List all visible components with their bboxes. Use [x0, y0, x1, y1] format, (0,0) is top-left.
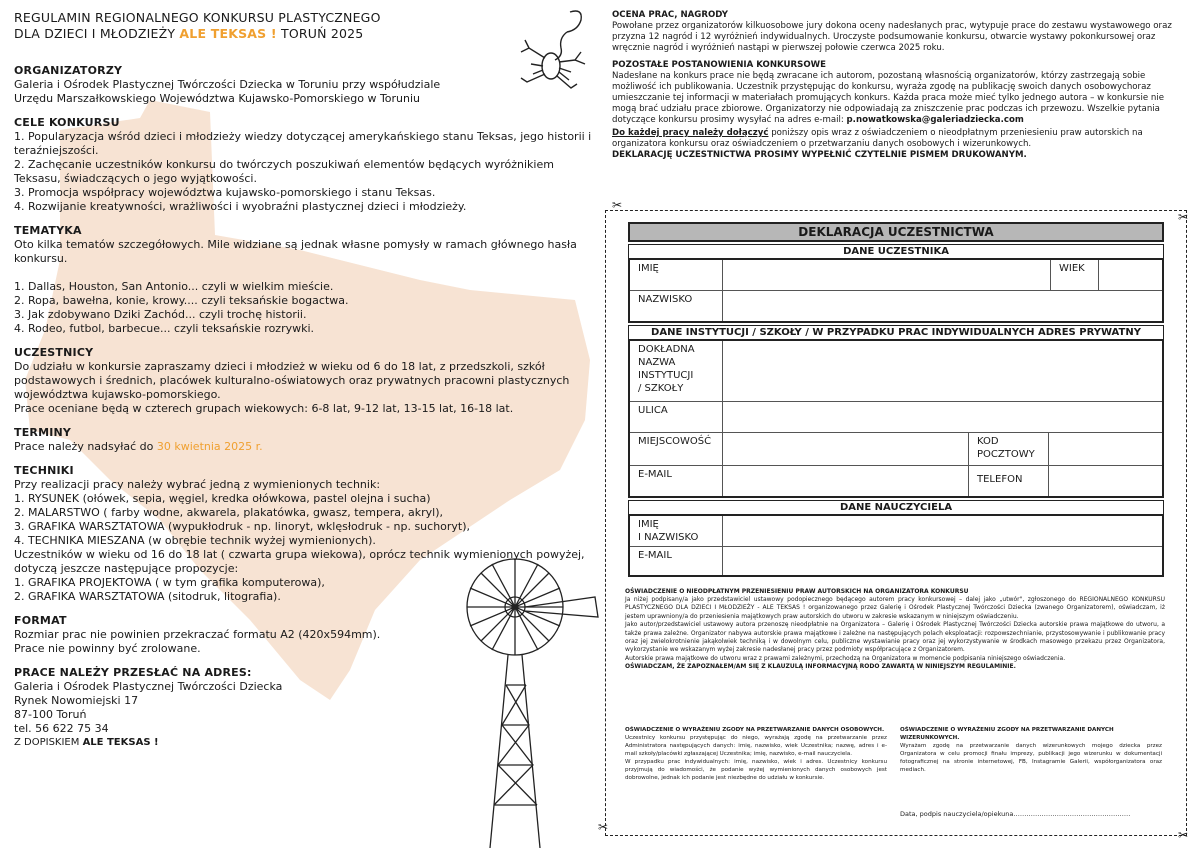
form-title: DEKLARACJA UCZESTNICTWA [628, 222, 1164, 242]
name-field[interactable] [722, 260, 1050, 290]
page-title: REGULAMIN REGIONALNEGO KONKURSU PLASTYCZNEGO DLA DZIECI I MŁODZIEŻY ALE TEKSAS ! TORUŃ 2025 [14, 10, 381, 41]
signature-line: Data, podpis nauczyciela/opiekuna……………………………………………… [900, 810, 1131, 818]
contest-name: ALE TEKSAS ! [179, 26, 277, 41]
participation-form: DEKLARACJA UCZESTNICTWA DANE UCZESTNIKA IMIĘ WIEK NAZWISKO DANE INSTYTUCJI / SZKOŁY / W PRZYPADKU PRAC INDYWIDUALNYCH ADRES PRYWATNY DOKŁADNA NAZWA INSTYTUCJI / SZKOŁY ULICA MIEJSCOWOŚĆ KOD POCZTOWY E-MAIL TELEFON DANE NAUCZYCIELA IMIĘ I NAZWISKO E-MAIL [628, 222, 1164, 577]
street-field[interactable] [722, 402, 1162, 432]
list-item: 2. Ropa, bawełna, konie, krowy.... czyli teksańskie bogactwa. [14, 294, 349, 307]
address-section: PRACE NALEŻY PRZESŁAĆ NA ADRES: Galeria i Ośrodek Plastycznej Twórczości Dziecka Rynek Nowomiejski 17 87-100 Toruń tel. 56 622 75 34 Z DOPISKIEM ALE TEKSAS ! [14, 666, 283, 748]
themes-section: TEMATYKA Oto kilka tematów szczegółowych. Mile widziane są jednak własne pomysły w ramach głównego hasła konkursu. 1. Dallas, Houston, San Antonio... czyli w wielkim mieście. 2. Ropa, bawełna, konie, krowy.... czyli teksańskie bogactwa. 3. Jak zdobywano Dziki Zachód... czyli trochę historii. 4. Rodeo, futbol, barbecue... czyli teksańskie rozrywki. [14, 224, 594, 336]
deadline-date: 30 kwietnia 2025 r. [156, 440, 263, 453]
list-item: 1. Popularyzacja wśród dzieci i młodzieży wiedzy dotyczącej amerykańskiego stanu Teksas, jego historii i teraźniejszości. [14, 130, 592, 157]
scissors-icon: ✂ [598, 820, 609, 834]
age-field[interactable] [1098, 260, 1162, 290]
rules-left-column [14, 10, 594, 750]
list-item: 4. Rozwijanie kreatywności, wrażliwości i wyobraźni plastycznej dzieci i młodzieży. [14, 200, 467, 213]
teacher-name-field[interactable] [722, 516, 1162, 546]
participants-section: UCZESTNICY Do udziału w konkursie zapraszamy dzieci i młodzież w wieku od 6 do 18 lat, z przedszkoli, szkół podstawowych i średnich, placówek kulturalno-oświatowych oraz prywatnych pracowni plastycznych województwa kujawsko-pomorskiego. Prace oceniane będą w czterech grupach wiekowych: 6-8 lat, 9-12 lat, 13-15 lat, 16-18 lat. [14, 346, 570, 415]
scissors-icon: ✂ [1178, 828, 1189, 842]
postcode-field[interactable] [1048, 433, 1162, 465]
teacher-email-field[interactable] [722, 547, 1162, 575]
list-item: 2. Zachęcanie uczestników konkursu do twórczych poszukiwań elementów będących wyróżnikiem Teksasu, świadczących o jego wyjątkowości. [14, 158, 554, 185]
list-item: 1. Dallas, Houston, San Antonio... czyli w wielkim mieście. [14, 280, 334, 293]
scissors-icon: ✂ [1178, 210, 1189, 224]
list-item: 3. GRAFIKA WARSZTATOWA (wypukłodruk - np. linoryt, wklęsłodruk - np. suchoryt), [14, 520, 471, 533]
copyright-statement: OŚWIADCZENIE O NIEODPŁATNYM PRZENIESIENIU PRAW AUTORSKICH NA ORGANIZATORA KONKURSU Ja niżej podpisany/a jako przedstawiciel ustawowy podopiecznego będącego autorem pracy konkursowej – dalej jako „utwór", zgłoszonego do REGIONALNEGO KONKURSU PLASTYCZNEGO DLA DZIECI I MŁODZIEŻY - ALE TEKSAS ! organizowanego przez Galerię i Ośrodek Plastycznej Twórczości Dziecka (zwanego Organizatorem), oświadczam, iż jestem uprawniony/a do przeniesienia majątkowych praw autorskich do utworu w zakresie wskazanym w niniejszym oświadczeniu. Jako autor/przedstawiciel ustawowy autora przenoszę nieodpłatnie na Organizatora – Galerię i Ośrodek Plastycznej Twórczości Dziecka autorskie prawa majątkowe do utworu, a także prawa zależne. Organizator nabywa autorskie prawa majątkowe i zależne na następujących polach eksploatacji: rozpowszechnianie, przystosowywanie i publikowanie pracy oraz jej zwielokrotnienie jakąkolwiek techniką i w dowolnym celu, publiczne wystawianie pracy oraz jej wykorzystywanie w środkach masowego przekazu przez Organizatora, wykorzystanie we wskazanym wyżej zakresie nadesłanej pracy przez podmioty współpracujące z Organizatorem. Autorskie prawa majątkowe do utworu wraz z prawami zależnymi, przechodzą na Organizatora w momencie podpisania niniejszego oświadczenia. OŚWIADCZAM, ŻE ZAPOZNAŁEM/AM SIĘ Z KLAUZULĄ INFORMACYJNĄ RODO ZAWARTĄ W NINIEJSZYM REGULAMINIE. [625, 588, 1165, 671]
list-item: 1. RYSUNEK (ołówek, sepia, węgiel, kredka ołówkowa, pastel olejna i sucha) [14, 492, 431, 505]
rules-right-column [612, 10, 1190, 161]
surname-field[interactable] [722, 291, 1162, 321]
list-item: 3. Jak zdobywano Dziki Zachód... czyli trochę historii. [14, 308, 307, 321]
image-consent-statement: OŚWIADCZENIE O WYRAŻENIU ZGODY NA PRZETWARZANIE DANYCH WIZERUNKOWYCH. Wyrażam zgodę na przetwarzanie danych wizerunkowych mojego dziecka przez Organizatora w celu promocji finału imprezy, publikacji jego wizerunku w dokumentacji fotograficznej na stronie internetowej, FB, Instagramie Galerii, współorganizatora oraz mediach. [900, 727, 1162, 773]
contact-email[interactable]: p.nowatkowska@galeriadziecka.com [846, 115, 1024, 125]
list-item: 4. TECHNIKA MIESZANA (w obrębie technik wyżej wymienionych). [14, 534, 376, 547]
organizers-section: ORGANIZATORZY Galeria i Ośrodek Plastycznej Twórczości Dziecka w Toruniu przy współudziale Urzędu Marszałkowskiego Województwa Kujawsko-Pomorskiego w Toruniu [14, 64, 441, 105]
deadline-section: TERMINY Prace należy nadsyłać do 30 kwietnia 2025 r. [14, 426, 263, 453]
list-item: 4. Rodeo, futbol, barbecue... czyli teksańskie rozrywki. [14, 322, 315, 335]
city-field[interactable] [722, 433, 968, 465]
goals-section: CELE KONKURSU 1. Popularyzacja wśród dzieci i młodzieży wiedzy dotyczącej amerykańskiego stanu Teksas, jego historii i teraźniejszości. 2. Zachęcanie uczestników konkursu do twórczych poszukiwań elementów będących wyróżnikiem Teksasu, świadczących o jego wyjątkowości. 3. Promocja współpracy województwa kujawsko-pomorskiego i stanu Teksas. 4. Rozwijanie kreatywności, wrażliwości i wyobraźni plastycznej dzieci i młodzieży. [14, 116, 594, 214]
institution-band: DANE INSTYTUCJI / SZKOŁY / W PRZYPADKU PRAC INDYWIDUALNYCH ADRES PRYWATNY [628, 325, 1164, 340]
gdpr-statement: OŚWIADCZENIE O WYRAŻENIU ZGODY NA PRZETWARZANIE DANYCH OSOBOWYCH. Uczestnicy konkursu przystępując do niego, wyrażają zgodę na przetwarzanie przez Administratora następujących danych: imię, nazwisko, wiek Uczestnika; nazwę, adres i e-mail szkoły/placówki zgłaszającej Uczestnika; imię, nazwisko, e-mail nauczyciela. W przypadku prac indywidualnych: imię, nazwisko, wiek i adres. Uczestnicy konkursu przyjmują do wiadomości, że podanie wyżej wymienionych danych osobowych jest dobrowolne, jednak ich podanie jest niezbędne do udziału w konkursie. [625, 727, 887, 781]
phone-field[interactable] [1048, 466, 1162, 496]
scissors-icon: ✂ [612, 198, 623, 212]
list-item: 3. Promocja współpracy województwa kujawsko-pomorskiego i stanu Teksas. [14, 186, 436, 199]
techniques-section: TECHNIKI Przy realizacji pracy należy wybrać jedną z wymienionych technik: 1. RYSUNEK (ołówek, sepia, węgiel, kredka ołówkowa, pastel olejna i sucha) 2. MALARSTWO ( farby wodne, akwarela, plakatówka, gwasz, tempera, akryl), 3. GRAFIKA WARSZTATOWA (wypukłodruk - np. linoryt, wklęsłodruk - np. suchoryt), 4. TECHNIKA MIESZANA (w obrębie technik wyżej wymienionych). Uczestników w wieku od 16 do 18 lat ( czwarta grupa wiekowa), oprócz technik wymienionych powyżej, dotyczą jeszcze następujące propozycje: 1. GRAFIKA PROJEKTOWA ( w tym grafika komputerowa), 2. GRAFIKA WARSZTATOWA (sitodruk, litografia). [14, 464, 594, 604]
institution-name-field[interactable] [722, 341, 1162, 401]
participant-band: DANE UCZESTNIKA [628, 244, 1164, 259]
list-item: 2. GRAFIKA WARSZTATOWA (sitodruk, litografia). [14, 590, 281, 603]
list-item: 2. MALARSTWO ( farby wodne, akwarela, plakatówka, gwasz, tempera, akryl), [14, 506, 443, 519]
other-provisions-section: POZOSTAŁE POSTANOWIENIA KONKURSOWE Nadesłane na konkurs prace nie będą zwracane ich autorom, pozostaną własnością organizatorów, którzy zastrzegają sobie możliwość ich publikowania. Uczestnik przystępując do konkursu, wyraża zgodę na publikację swoich danych osobowychoraz umieszczanie tej informacji w materiałach promujących konkurs. Każda praca może mieć tylko jednego autora – w konkursie nie mogą brać udziału prace zbiorowe. Organizatorzy nie odpowiadają za zniszczenie prac podczas ich przewozu. Wszelkie pytania dotyczące konkursu prosimy wysyłać na adres e-mail: p.nowatkowska@galeriadziecka.com Do każdej pracy należy dołączyć poniższy opis wraz z oświadczeniem o nieodpłatnym przeniesieniu praw autorskich na organizatora konkursu oraz oświadczeniem o przetwarzaniu danych osobowych i wizerunkowych. DEKLARACJĘ UCZESTNICTWA PROSIMY WYPEŁNIĆ CZYTELNIE PISMEM DRUKOWANYM. [612, 60, 1164, 160]
teacher-band: DANE NAUCZYCIELA [628, 500, 1164, 515]
format-section: FORMAT Rozmiar prac nie powinien przekraczać formatu A2 (420x594mm). Prace nie powinny być zrolowane. [14, 614, 381, 655]
list-item: 1. GRAFIKA PROJEKTOWA ( w tym grafika komputerowa), [14, 576, 325, 589]
institution-email-field[interactable] [722, 466, 968, 496]
evaluation-section: OCENA PRAC, NAGRODY Powołane przez organizatorów kilkuosobowe jury dokona oceny nadesłanych prac, wytypuje prace do zestawu wystawowego oraz przyzna 12 nagród i 12 wyróżnień indywidualnych. Uroczyste podsumowanie konkursu, otwarcie wystawy pokonkursowej oraz wręcznie nagród i wyróżnień nastąpi w pierwszej połowie czerwca 2025 roku. [612, 10, 1172, 53]
